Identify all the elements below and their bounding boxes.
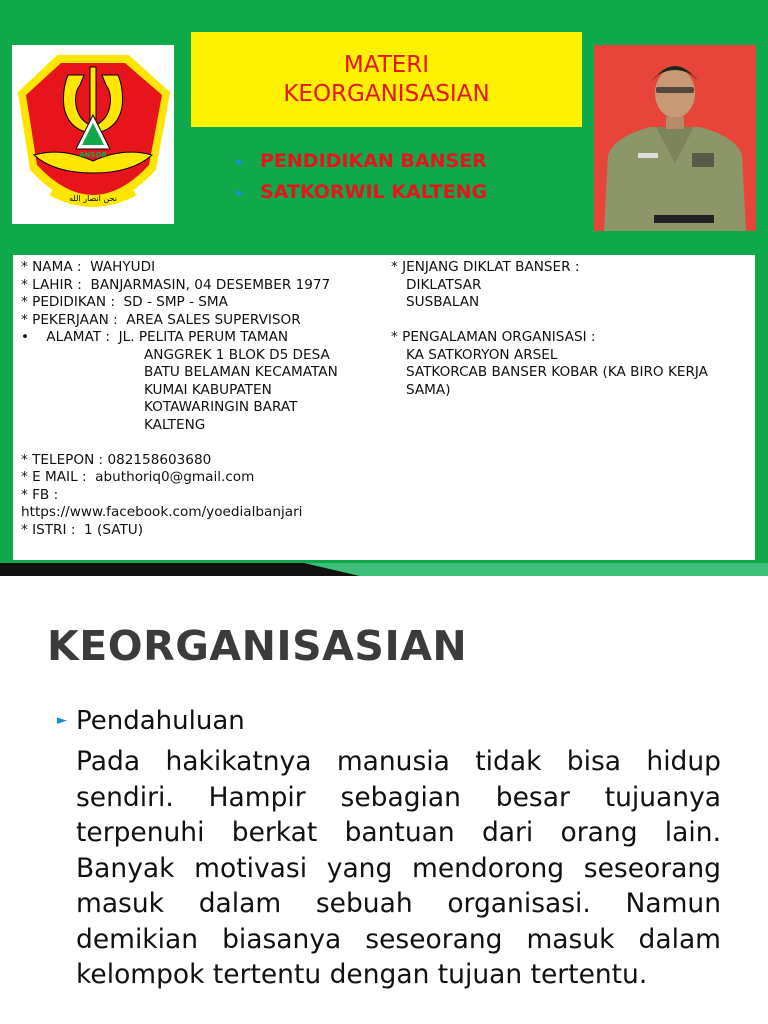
info-address-line: KALTENG bbox=[144, 416, 206, 433]
info-spouse: * ISTRI : 1 (SATU) bbox=[21, 521, 144, 538]
info-org-experience: * PENGALAMAN ORGANISASI : bbox=[391, 329, 596, 345]
list-item: ► SATKORWIL KALTENG bbox=[236, 177, 487, 208]
info-address: • ALAMAT : JL. PELITA PERUM TAMAN bbox=[21, 329, 289, 345]
triangle-bullet-icon: ► bbox=[236, 155, 245, 168]
info-fb-label: * FB : bbox=[21, 486, 59, 503]
ansor-logo bbox=[12, 45, 174, 224]
intro-paragraph: Pada hakikatnya manusia tidak bisa hidup sendiri. Hampir sebagian besar tujuanya terpenuhi berkat bantuan dari orang lain. Banyak motivasi yang mendorong seseorang masuk dalam sebuah organisasi. Namun demikian biasanya seseorang masuk dalam kelompok tertentu dengan tujuan tertentu. bbox=[76, 746, 721, 990]
triangle-bullet-icon: ► bbox=[236, 186, 245, 199]
info-training-level: * JENJANG DIKLAT BANSER : bbox=[391, 259, 580, 275]
logo-ansor-text: ANSOR bbox=[79, 151, 107, 159]
profile-info-box bbox=[13, 255, 755, 563]
info-phone: * TELEPON : 082158603680 bbox=[21, 451, 212, 468]
info-address-line: KOTAWARINGIN BARAT bbox=[144, 399, 298, 415]
info-email: * E MAIL : abuthoriq0@gmail.com bbox=[21, 469, 255, 485]
info-org-item: SATKORCAB BANSER KOBAR (KA BIRO KERJA bbox=[406, 364, 708, 380]
info-org-item: SAMA) bbox=[406, 381, 451, 398]
shield-emblem-icon bbox=[12, 45, 174, 224]
info-education: * PEDIDIKAN : SD - SMP - SMA bbox=[21, 294, 228, 310]
list-item: ► PENDIDIKAN BANSER bbox=[236, 146, 487, 177]
title-line-2: KEORGANISASIAN bbox=[283, 80, 490, 107]
info-address-line: ANGGREK 1 BLOK D5 DESA bbox=[144, 346, 330, 363]
title-line-1: MATERI bbox=[343, 51, 430, 78]
bullet-heading-text: Pendahuluan bbox=[76, 706, 245, 736]
title-box bbox=[191, 32, 582, 127]
info-training-item: SUSBALAN bbox=[406, 294, 480, 310]
info-fb-url: https://www.facebook.com/yoedialbanjari bbox=[21, 504, 303, 520]
info-birth: * LAHIR : BANJARMASIN, 04 DESEMBER 1977 bbox=[21, 276, 331, 293]
bullet-heading bbox=[57, 706, 245, 736]
info-name: * NAMA : WAHYUDI bbox=[21, 259, 156, 275]
info-address-line: KUMAI KABUPATEN bbox=[144, 381, 272, 398]
decorative-stripe bbox=[0, 560, 768, 576]
blank-line bbox=[21, 434, 371, 452]
profile-right-column bbox=[391, 259, 746, 399]
person-photo-icon bbox=[594, 45, 756, 231]
profile-photo bbox=[594, 45, 756, 231]
info-job: * PEKERJAAN : AREA SALES SUPERVISOR bbox=[21, 311, 301, 328]
info-address-line: BATU BELAMAN KECAMATAN bbox=[144, 364, 338, 380]
info-training-item: DIKLATSAR bbox=[406, 276, 482, 293]
profile-left-column bbox=[21, 259, 371, 539]
info-org-item: KA SATKORYON ARSEL bbox=[406, 346, 558, 363]
triangle-bullet-icon: ► bbox=[57, 713, 67, 728]
section-title: KEORGANISASIAN bbox=[47, 622, 468, 670]
blank-line bbox=[391, 312, 746, 330]
subtitle-bullets bbox=[236, 146, 487, 208]
logo-arabic-text: نحن انصار الله bbox=[69, 194, 117, 203]
